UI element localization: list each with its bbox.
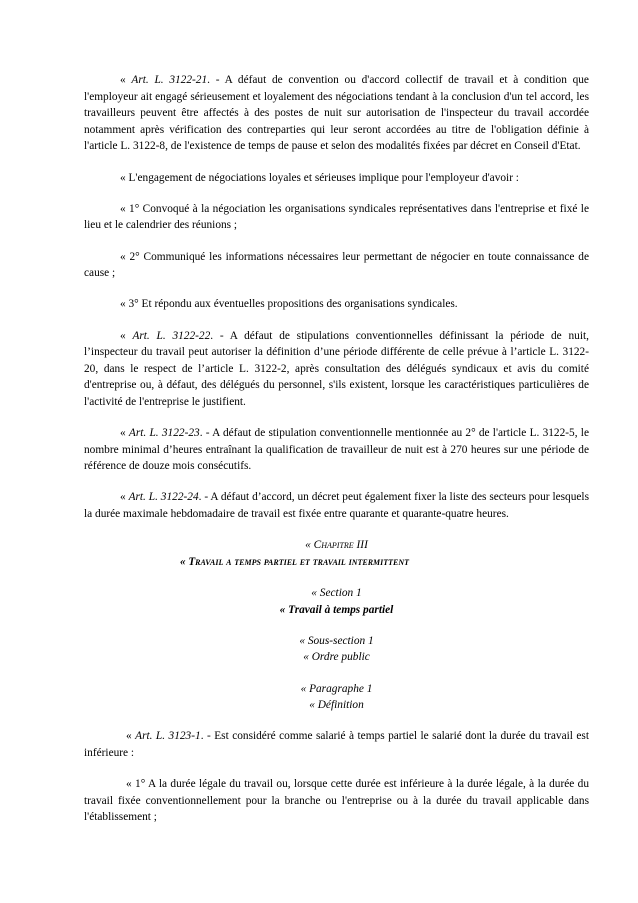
chapter-label-word: hapitre	[321, 539, 354, 552]
paragraph-text: « L'engagement de négociations loyales et sérieuses implique pour l'employeur d'avoir :	[120, 171, 519, 184]
article-reference: Art. L. 3122-21	[131, 74, 208, 86]
part-time-item-1	[84, 776, 589, 826]
paragraph-text: « 1° Convoqué à la négociation les organisations syndicales représentatives dans l'entreprise et fixé le lieu et le calendrier des réunions ;	[84, 202, 589, 232]
paragraph-title: « Définition	[309, 699, 364, 712]
chapter-title-line	[84, 554, 589, 571]
article-l3122-23	[84, 425, 589, 475]
section-label: « Section 1	[311, 587, 362, 599]
negotiation-item-3	[84, 296, 589, 313]
chapter-title: « Travail a temps partiel et travail intermittent	[179, 555, 410, 568]
article-separator: . -	[198, 491, 211, 504]
article-reference: Art. L. 3122-22	[132, 329, 211, 342]
chapter-label	[84, 537, 589, 554]
negotiation-intro	[84, 170, 589, 187]
paragraph-label: « Paragraphe 1	[300, 682, 373, 695]
chapter-label-prefix: « C	[305, 539, 322, 552]
article-l3122-22	[84, 328, 589, 411]
article-separator: . -	[210, 329, 230, 342]
article-separator: . -	[200, 730, 215, 743]
paragraph-text: « 1° A la durée légale du travail ou, lorsque cette durée est inférieure à la durée légale, à la durée du travail fixée conventionnellement pour la branche ou l'entreprise ou à la durée du travail applicable dans l'établissement ;	[84, 778, 589, 824]
article-text: A défaut de convention ou d'accord collectif de travail et à condition que l'employeur ait engagé sérieusement et loyalement des négociations tendant à la conclusion d'un tel accord, les travailleurs peuvent être affectés à des postes de nuit sur autorisation de l'inspecteur du travail accordée notamment après vérification des contreparties qui leur seront accordées au titre de l'obligation définie à l'article L. 3122-8, de l'existence de temps de pause et selon des modalités fixées par décret en Conseil d'Etat.	[84, 74, 589, 153]
article-text: A défaut d’accord, un décret peut également fixer la liste des secteurs pour lesquels la durée maximale hebdomadaire de travail est fixée entre quarante et quarante-quatre heures.	[84, 491, 589, 521]
article-separator: . -	[207, 74, 225, 86]
article-reference: Art. L. 3122-24	[128, 491, 199, 504]
paragraph-text: « 3° Et répondu aux éventuelles propositions des organisations syndicales.	[120, 298, 458, 311]
document-page	[84, 72, 589, 841]
quote-mark: «	[120, 329, 133, 342]
quote-mark: «	[120, 427, 129, 440]
article-text: A défaut de stipulations conventionnelles définissant la période de nuit, l’inspecteur du travail peut autoriser la définition d’une période différente de celle prévue à l’article L. 3122-20, dans le respect de l’article L. 3122-2, après consultation des délégués syndicaux et avis du comité d'entreprise ou, à défaut, des délégués du personnel, s'ils existent, lorsque les caractéristiques particulières de l'activité de l'entreprise le justifient.	[84, 329, 589, 408]
article-l3122-24	[84, 489, 589, 522]
article-separator: . -	[199, 427, 213, 440]
subsection-title: « Ordre public	[303, 651, 370, 664]
quote-mark: «	[120, 74, 132, 86]
article-reference: Art. L. 3122-23	[128, 427, 200, 440]
negotiation-item-1	[84, 201, 589, 234]
negotiation-item-2	[84, 249, 589, 282]
paragraph-text: « 2° Communiqué les informations nécessaires leur permettant de négocier en toute connaissance de cause ;	[84, 250, 589, 280]
subsection-label: « Sous-section 1	[299, 634, 374, 647]
article-text: A défaut de stipulation conventionnelle mentionnée au 2° de l'article L. 3122-5, le nombre minimal d’heures entraînant la qualification de travailleur de nuit est à 270 heures sur une période de référence de douze mois consécutifs.	[84, 427, 589, 473]
article-l3122-21	[84, 72, 589, 155]
quote-mark: «	[126, 730, 136, 743]
article-text: Est considéré comme salarié à temps partiel le salarié dont la durée du travail est inférieure :	[84, 730, 589, 759]
section-title: « Travail à temps partiel	[279, 603, 394, 616]
chapter-label-number: III	[353, 539, 368, 552]
article-reference: Art. L. 3123-1	[135, 730, 201, 743]
quote-mark: «	[120, 491, 129, 504]
article-l3123-1	[84, 728, 589, 761]
